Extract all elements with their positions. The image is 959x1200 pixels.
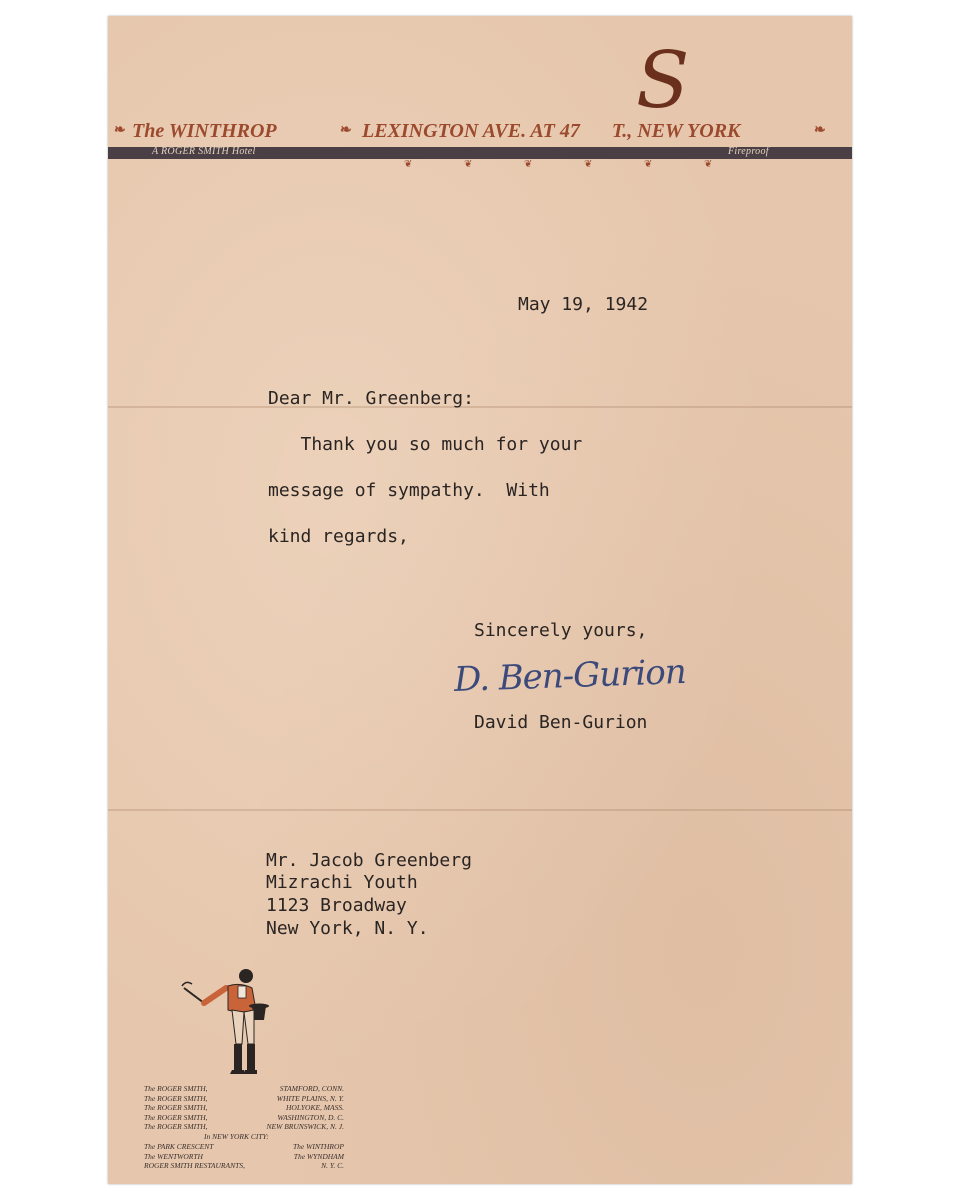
letterhead-hotel-name: The WINTHROP — [132, 120, 277, 142]
letterhead-tagline: A ROGER SMITH Hotel — [152, 146, 256, 157]
list-item: The PARK CRESCENT The WINTHROP — [144, 1141, 344, 1151]
ornament-icon: ❧ — [814, 123, 826, 138]
letter-body-line: Thank you so much for your — [268, 434, 583, 455]
recipient-line: Mr. Jacob Greenberg — [266, 850, 472, 871]
fold-line-upper — [108, 406, 852, 408]
letter-salutation: Dear Mr. Greenberg: — [268, 388, 474, 409]
list-item: ROGER SMITH RESTAURANTS, N. Y. C. — [144, 1161, 344, 1171]
ornament-icon: ❦ — [704, 159, 713, 170]
ornament-icon: ❦ — [584, 159, 593, 170]
list-item: The WENTWORTH The WYNDHAM — [144, 1151, 344, 1161]
recipient-line: New York, N. Y. — [266, 918, 429, 939]
letter-sheet — [108, 16, 852, 1184]
letterhead-address-suffix: T., NEW YORK — [611, 120, 741, 142]
list-item: The ROGER SMITH, HOLYOKE, MASS. — [144, 1103, 344, 1113]
ornament-icon: ❦ — [524, 159, 533, 170]
fold-line-lower — [108, 809, 852, 811]
letter-signer: David Ben-Gurion — [474, 712, 648, 733]
letterhead-address-prefix: LEXINGTON AVE. AT 47 — [362, 120, 580, 142]
gentleman-figure-illustration — [178, 948, 278, 1078]
footer-hotel-list — [144, 1084, 344, 1171]
letter-body-line: kind regards, — [268, 526, 409, 547]
recipient-line: 1123 Broadway — [266, 895, 407, 916]
ornament-icon: ❦ — [404, 159, 413, 170]
letterhead — [108, 120, 852, 144]
list-item: The ROGER SMITH, STAMFORD, CONN. — [144, 1084, 344, 1093]
letter-body-line: message of sympathy. With — [268, 480, 550, 501]
list-item: The ROGER SMITH, WASHINGTON, D. C. — [144, 1112, 344, 1122]
letter-closing: Sincerely yours, — [474, 620, 648, 641]
letterhead-big-s: S — [636, 36, 690, 126]
list-item: The ROGER SMITH, NEW BRUNSWICK, N. J. — [144, 1122, 344, 1132]
ornament-icon: ❦ — [464, 159, 473, 170]
nyc-heading: In NEW YORK CITY: — [204, 1131, 269, 1141]
recipient-line: Mizrachi Youth — [266, 872, 418, 893]
ornament-icon: ❦ — [644, 159, 653, 170]
head-icon — [239, 969, 253, 983]
signature: D. Ben-Gurion — [453, 651, 687, 701]
letterhead-fireproof: Fireproof — [728, 146, 769, 157]
list-item: The ROGER SMITH, WHITE PLAINS, N. Y. — [144, 1093, 344, 1103]
ornament-icon: ❧ — [340, 123, 352, 138]
letter-date: May 19, 1942 — [518, 294, 649, 315]
ornament-icon: ❧ — [114, 123, 126, 138]
riding-crop-icon — [184, 988, 204, 1003]
